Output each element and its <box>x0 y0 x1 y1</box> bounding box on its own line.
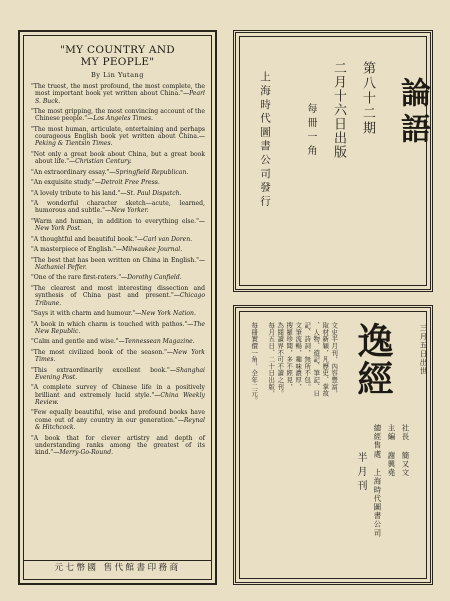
book-title <box>28 44 207 68</box>
publisher: 上海時代圖書公司發行 <box>259 71 271 209</box>
review-quote: "The clearest and most interesting dissection and synthesis of China past and present."—Chicago Tribune. <box>31 284 205 307</box>
book-advertisement-inner <box>23 35 212 580</box>
description-line: 文史半月刊，內容豐富， <box>330 322 339 397</box>
review-quote: "A lovely tribute to his land."—St. Paul Dispatch. <box>31 189 182 197</box>
credit-line: 三月五日出世 <box>419 324 428 376</box>
review-quote: "The most gripping, the most convincing account of the Chinese people."—Los Angeles Times. <box>31 108 205 123</box>
review-quote: "A book that for clever artistry and depth of understanding ranks among the greatest of its kind."—Merry-Go-Round. <box>31 434 205 457</box>
review-quote: "Says it with charm and humour."—New York Nation. <box>31 310 196 318</box>
book-author: By Lin Yutang <box>90 71 145 79</box>
review-quote: "This extraordinarily excellent book."—Shanghai Evening Post. <box>31 366 205 381</box>
review-quote: "The truest, the most profound, the most complete, the most important book yet written about China."—Pearl S. Buck. <box>31 83 205 105</box>
review-quote: "A masterpiece of English."—Milwaukee Journal. <box>31 246 183 254</box>
yijing-notice-inner <box>239 311 427 579</box>
review-quote: "The best that has been written on China in English."—Nathaniel Peffer. <box>31 256 205 271</box>
description-line: 每月五日、二十日出版， <box>267 322 276 397</box>
description-line: 搜羅珍聞，多不經見， <box>285 322 294 390</box>
review-quote: "An extraordinary essay."—Springfield Republican. <box>31 168 189 176</box>
review-quote: "A thoughtful and beautiful book."—Carl van Doren. <box>31 235 193 243</box>
review-quote: "The most civilized book of the season."—New York Times. <box>31 348 205 364</box>
review-quote: "Few equally beautiful, wise and profound books have come out of any country in our generation."—Reynal & Hitchcock. <box>31 409 205 432</box>
credit-line: 社長 簡又文 <box>401 424 410 478</box>
review-quote: "Not only a great book about China, but a great book about life."—Christian Century. <box>31 150 205 166</box>
issue-price: 每冊一角 <box>305 103 316 159</box>
credit-line: 總經售處 上海時代圖書公司 <box>373 424 382 538</box>
credit-line: 主編 謝興堯 <box>387 424 396 478</box>
magazine-title: 論語 <box>395 77 430 149</box>
review-quote: "The most human, articulate, entertaining and perhaps courageous English book yet written about China.—Peking & Tientsin Times. <box>31 125 205 148</box>
book-price-footer: 元七幣國 售代館書印務商 <box>24 560 211 576</box>
book-advertisement <box>18 30 217 585</box>
review-quotes <box>24 83 211 456</box>
review-quote: "Calm and gentle and wise."—Tennessean Magazine. <box>31 338 195 346</box>
yijing-title: 逸經 <box>352 322 394 398</box>
review-quote: "A book in which charm is touched with pathos."—The New Republic. <box>31 320 205 335</box>
description-line: 文筆流暢，趣味濃厚， <box>294 322 303 390</box>
description-line: 每冊實價一角，全年二元。 <box>250 322 259 404</box>
review-quote: "A wonderful character sketch—acute, learned, humorous and subtle."—New Yorker. <box>31 200 205 215</box>
publication-frequency: 半月刊 <box>355 452 366 494</box>
review-quote: "Warm and human, in addition to everything else."—New York Post. <box>31 217 205 233</box>
yijing-notice <box>233 305 433 585</box>
lunyu-notice-inner <box>239 36 430 286</box>
issue-number: 第八十二期 <box>360 61 375 136</box>
lunyu-notice <box>233 30 433 292</box>
issue-date: 二月十六日出版 <box>331 61 346 159</box>
review-quote: "An exquisite study."—Detroit Free Press. <box>31 179 160 187</box>
description-line: 取材新穎，凡歷史、掌故 <box>321 322 330 397</box>
description-line: 為閱讀界不可不讀之刊。 <box>276 322 285 397</box>
review-quote: "One of the rare first-raters."—Dorothy Canfield. <box>31 274 182 282</box>
description-line: 記、詩詞，無所不包。 <box>303 322 312 390</box>
book-title-line1: "MY COUNTRY AND <box>59 44 176 56</box>
book-title-line2: MY PEOPLE" <box>80 56 155 68</box>
review-quote: "A complete survey of Chinese life in a positively brilliant and extremely lucid style."—China Weekly Review. <box>31 384 206 406</box>
description-line: 、人物、遊記、筆記、日 <box>312 322 321 397</box>
